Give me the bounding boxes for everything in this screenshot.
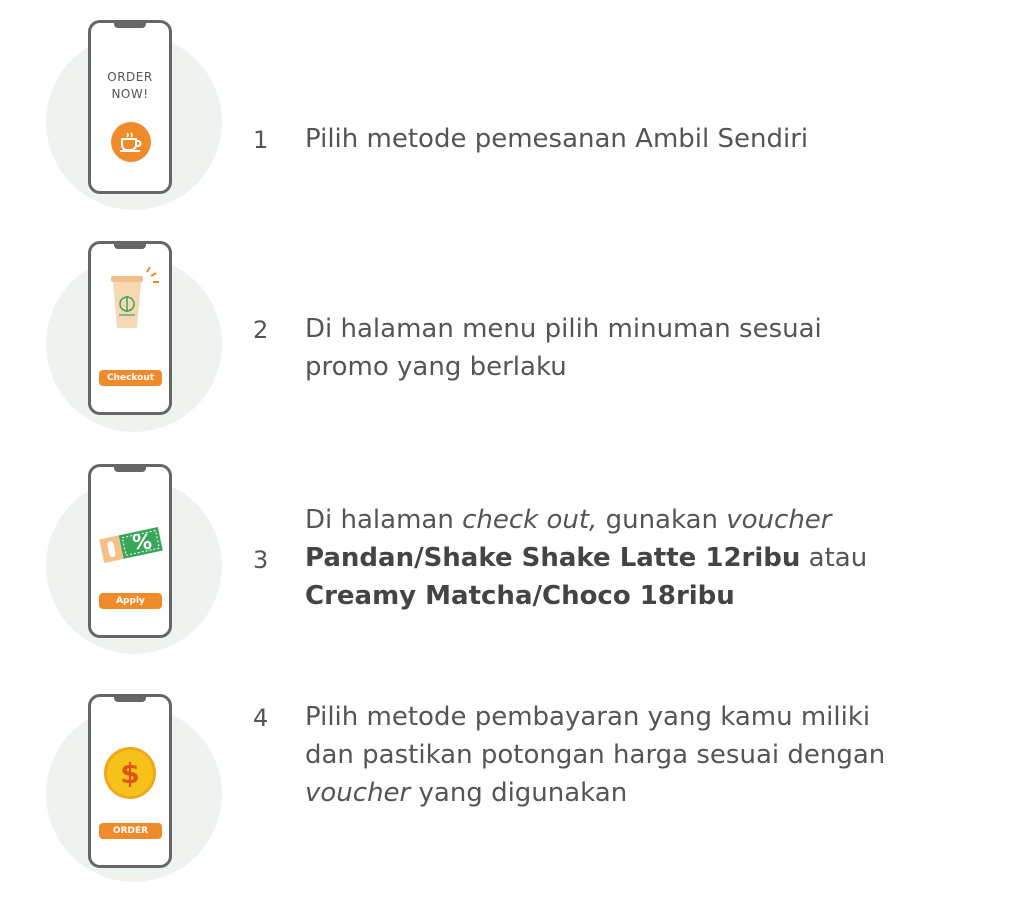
step-1-number: 1 <box>253 126 269 154</box>
step-3-phone-mockup <box>88 464 172 638</box>
step-4-phone-mockup <box>88 694 172 868</box>
step-3-text: Di halaman check out, gunakan voucher Pandan/Shake Shake Latte 12ribu atau Creamy Matcha/Choco 18ribu <box>305 505 868 611</box>
apply-button[interactable]: Apply <box>99 593 162 609</box>
coffee-cup-icon <box>111 122 151 162</box>
voucher-percent-symbol: % <box>132 530 153 554</box>
step-1-phone-mockup <box>88 20 172 194</box>
phone-notch <box>114 243 146 249</box>
voucher-ticket-icon <box>97 525 165 559</box>
order-now-button[interactable]: ORDER NOW <box>99 823 162 839</box>
step-2-text: Di halaman menu pilih minuman sesuai promo yang berlaku <box>305 314 822 382</box>
phone-notch <box>114 22 146 28</box>
dollar-symbol: $ <box>120 756 140 790</box>
dollar-coin-icon <box>104 747 156 799</box>
drink-cup-icon <box>105 266 161 340</box>
order-now-screen-text: ORDER NOW! <box>107 70 153 101</box>
step-1-text: Pilih metode pemesanan Ambil Sendiri <box>305 124 809 154</box>
step-2-number: 2 <box>253 316 269 344</box>
step-2-phone-mockup <box>88 241 172 415</box>
step-3-number: 3 <box>253 546 269 574</box>
checkout-button[interactable]: Checkout <box>99 370 162 386</box>
phone-notch <box>114 696 146 702</box>
step-4-number: 4 <box>253 704 269 732</box>
phone-notch <box>114 466 146 472</box>
step-4-text: Pilih metode pembayaran yang kamu miliki dan pastikan potongan harga sesuai dengan voucher yang digunakan <box>305 702 886 808</box>
